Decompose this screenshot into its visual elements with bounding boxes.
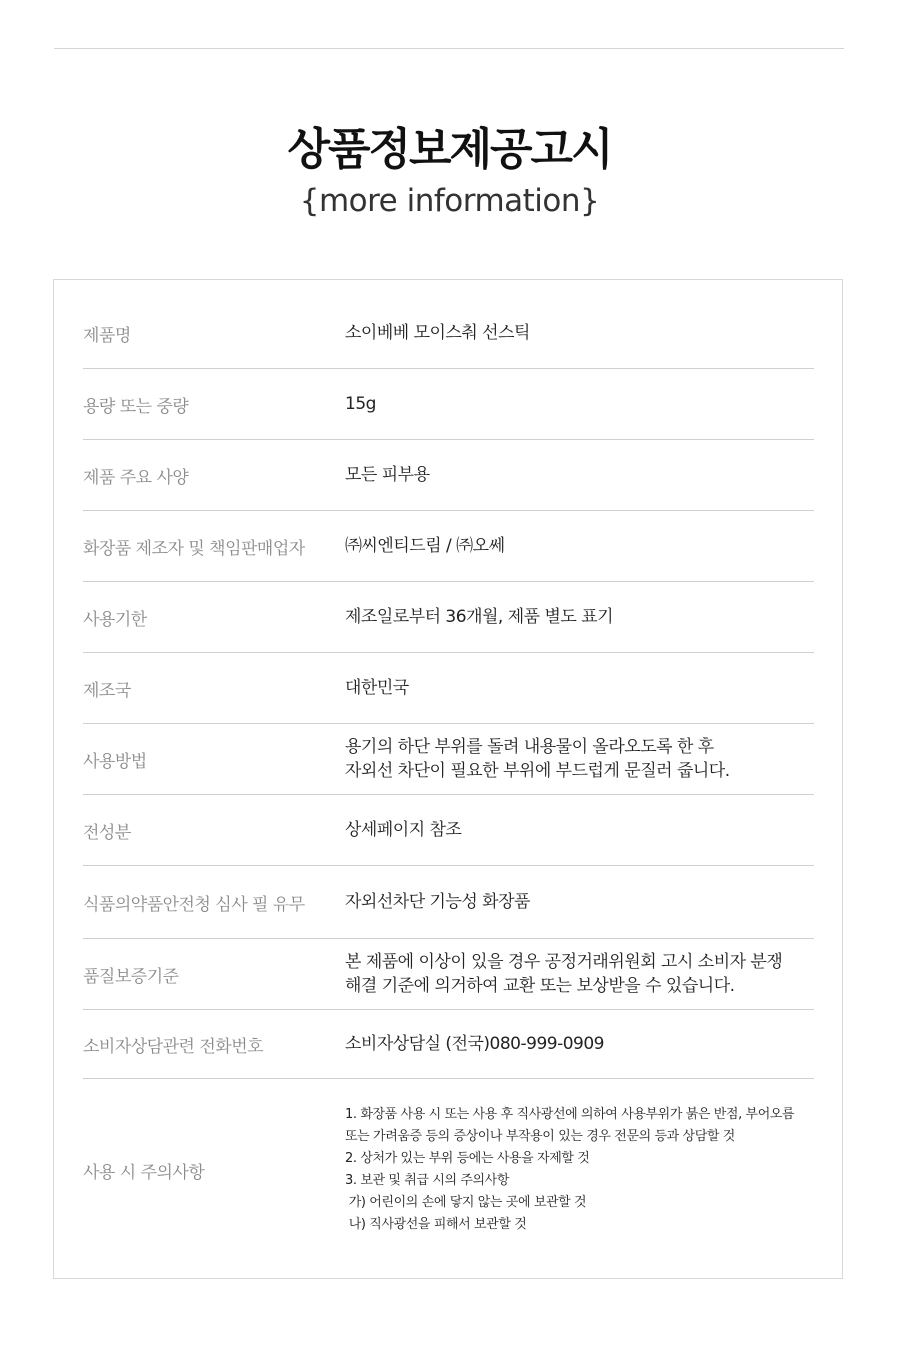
value-line: 1. 화장품 사용 시 또는 사용 후 직사광선에 의하여 사용부위가 붉은 반점, 부어오름 bbox=[345, 1107, 795, 1122]
row-value bbox=[345, 1104, 814, 1236]
row-value bbox=[345, 1032, 814, 1056]
table-row bbox=[83, 795, 814, 866]
value-line: 소이베베 모이스춰 선스틱 bbox=[345, 323, 530, 343]
row-label: 사용기한 bbox=[83, 609, 147, 630]
table-row bbox=[83, 511, 814, 582]
table-row bbox=[83, 1010, 814, 1079]
table-row bbox=[83, 939, 814, 1010]
top-divider bbox=[54, 48, 844, 49]
row-label: 식품의약품안전청 심사 필 유무 bbox=[83, 894, 305, 915]
row-value bbox=[345, 534, 814, 558]
row-label: 제품명 bbox=[83, 325, 131, 346]
row-value bbox=[345, 676, 814, 700]
value-line: 모든 피부용 bbox=[345, 465, 430, 485]
row-label: 사용 시 주의사항 bbox=[83, 1162, 205, 1183]
row-label: 전성분 bbox=[83, 822, 131, 843]
row-label: 용량 또는 중량 bbox=[83, 396, 189, 417]
page-subtitle: {more information} bbox=[299, 183, 600, 219]
table-row bbox=[83, 1079, 814, 1261]
row-value bbox=[345, 950, 814, 998]
value-line: 해결 기준에 의거하여 교환 또는 보상받을 수 있습니다. bbox=[345, 976, 735, 996]
table-row bbox=[83, 653, 814, 724]
table-row bbox=[83, 369, 814, 440]
value-line: 용기의 하단 부위를 돌려 내용물이 올라오도록 한 후 bbox=[345, 737, 714, 757]
value-line: 제조일로부터 36개월, 제품 별도 표기 bbox=[345, 607, 614, 627]
value-line: 가) 어린이의 손에 닿지 않는 곳에 보관할 것 bbox=[345, 1195, 587, 1210]
row-label: 화장품 제조자 및 책임판매업자 bbox=[83, 538, 305, 559]
row-label: 소비자상담관련 전화번호 bbox=[83, 1036, 264, 1057]
value-line: 소비자상담실 (전국)080-999-0909 bbox=[345, 1034, 604, 1054]
row-value bbox=[345, 890, 814, 914]
row-label: 제조국 bbox=[83, 680, 131, 701]
value-line: 2. 상처가 있는 부위 등에는 사용을 자제할 것 bbox=[345, 1151, 590, 1166]
row-label: 제품 주요 사양 bbox=[83, 467, 189, 488]
value-line: 또는 가려움증 등의 증상이나 부작용이 있는 경우 전문의 등과 상담할 것 bbox=[345, 1129, 735, 1144]
value-line: 상세페이지 참조 bbox=[345, 820, 462, 840]
row-value bbox=[345, 321, 814, 345]
table-row bbox=[83, 724, 814, 795]
table-row bbox=[83, 298, 814, 369]
value-line: 본 제품에 이상이 있을 경우 공정거래위원회 고시 소비자 분쟁 bbox=[345, 952, 783, 972]
row-value bbox=[345, 392, 814, 416]
row-value bbox=[345, 735, 814, 783]
product-info-table bbox=[83, 298, 814, 1261]
value-line: 나) 직사광선을 피해서 보관할 것 bbox=[345, 1217, 527, 1232]
page-title: 상품정보제공고시 bbox=[287, 124, 612, 175]
row-value bbox=[345, 605, 814, 629]
row-value bbox=[345, 818, 814, 842]
row-label: 사용방법 bbox=[83, 751, 147, 772]
product-info-box bbox=[53, 279, 843, 1279]
table-row bbox=[83, 582, 814, 653]
row-value bbox=[345, 463, 814, 487]
value-line: 3. 보관 및 취급 시의 주의사항 bbox=[345, 1173, 510, 1188]
value-line: 자외선차단 기능성 화장품 bbox=[345, 892, 530, 912]
value-line: 대한민국 bbox=[345, 678, 409, 698]
value-line: 15g bbox=[345, 394, 376, 414]
row-label: 품질보증기준 bbox=[83, 966, 179, 987]
table-row bbox=[83, 866, 814, 939]
value-line: ㈜씨엔티드림 / ㈜오쎄 bbox=[345, 536, 505, 556]
table-row bbox=[83, 440, 814, 511]
value-line: 자외선 차단이 필요한 부위에 부드럽게 문질러 줍니다. bbox=[345, 761, 730, 781]
